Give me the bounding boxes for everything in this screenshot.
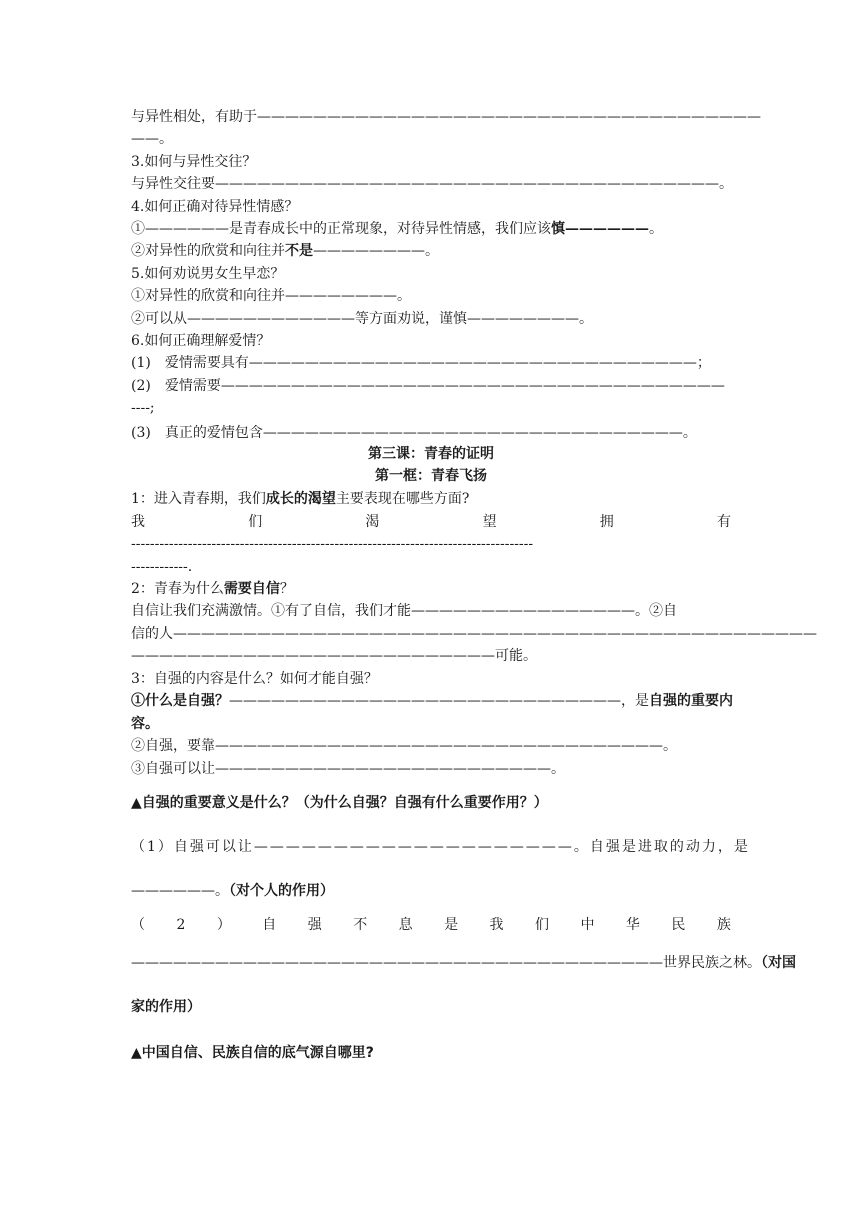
text-line: (3) 真正的爱情包含——————————————————————————————。 [131,425,697,441]
text-line [131,880,731,902]
question-heading: 3：自强的内容是什么？如何才能自强？ [131,671,378,687]
question-heading [131,578,731,600]
section-title: 第一框：青春飞扬 [375,468,487,484]
spread-line [131,511,731,533]
question-heading: 5.如何劝说男女生早恋？ [131,266,285,282]
text-line: 自信让我们充满激情。①有了自信，我们才能————————————————。②自 [131,603,677,619]
text-line [131,952,796,974]
bold-span: （对国 [761,955,796,971]
text-span: ————————————————————————————，是 [229,693,649,709]
spread-char: 息 [398,917,413,933]
text-line: ③自强可以让————————————————————————。 [131,761,565,777]
bold-span: 成长的渴望 [265,491,336,507]
spread-char: 拥 [599,514,614,530]
bold-span: 不是 [285,243,313,259]
spread-char: 自 [262,917,277,933]
text-line: （1）自强可以让————————————————————。自强是进取的动力，是 [131,839,750,855]
spread-char: 2 [176,917,186,933]
spread-char: 族 [716,917,731,933]
bold-span: 慎—————— [551,221,649,237]
text-span: ——————。 [131,883,229,899]
spread-char: 望 [482,514,497,530]
spread-char: 民 [671,917,686,933]
text-span: ——————————————————————————————————————世界民族之林。 [131,955,761,971]
bold-span: 需要自信 [223,581,280,597]
text-span: 主要表现在哪些方面? [335,491,470,507]
spread-char: （ [131,917,145,933]
text-span: 1：进入青春期，我们 [131,491,266,507]
dash-line: ------------. [131,559,193,575]
section-question: ▲中国自信、民族自信的底气源自哪里? [131,1045,374,1061]
text-line: (2) 爱情需要———————————————————————————————————— [131,378,725,394]
question-heading: 3.如何与异性交往？ [131,154,257,170]
text-line: ②可以从————————————等方面劝说，谨慎————————。 [131,311,593,327]
text-line: ----; [131,400,155,416]
lesson-title: 第三课：青春的证明 [368,446,494,462]
text-line [131,690,731,712]
spread-char: 强 [307,917,322,933]
text-line: 与异性相处，有助于———————————————————————————————————— [131,109,761,125]
text-span: ————————。 [313,243,439,259]
text-line: 与异性交往要————————————————————————————————————。 [131,176,733,192]
text-line: 容。 [131,716,159,732]
section-question: ▲自强的重要意义是什么？（为什么自强？自强有什么重要作用？） [131,795,548,811]
bold-span: ①什么是自强？ [131,693,229,709]
spread-char: 们 [248,514,263,530]
spread-char: ） [216,917,231,933]
text-line: 家的作用） [131,999,201,1015]
text-line: 信的人—————————————————————————————————————————————— [131,626,817,642]
text-span: ？ [279,581,294,597]
spread-char: 不 [353,917,368,933]
question-heading [131,488,731,510]
text-line: (1) 爱情需要具有————————————————————————————————； [131,355,711,371]
spread-line [131,914,731,936]
spread-char: 渴 [365,514,380,530]
text-line [131,240,731,262]
text-line: ②自强，要靠————————————————————————————————。 [131,738,677,754]
bold-span: 自强的重要内 [649,693,733,709]
spread-char: 是 [444,917,459,933]
spread-char: 我 [131,514,145,530]
text-span: ①——————是青春成长中的正常现象，对待异性情感，我们应该 [131,221,551,237]
text-span: 。 [649,221,663,237]
spread-char: 我 [489,917,504,933]
spread-char: 华 [625,917,640,933]
dash-line: ------------------------------------------------------------------------------------- [131,536,534,552]
text-span: ②对异性的欣赏和向往并 [131,243,285,259]
text-line: ①对异性的欣赏和向往并————————。 [131,288,411,304]
text-line: ——————————————————————————可能。 [131,648,537,664]
spread-char: 们 [535,917,549,933]
text-line: ——。 [131,131,173,147]
question-heading: 4.如何正确对待异性情感？ [131,199,299,215]
question-heading: 6.如何正确理解爱情？ [131,333,271,349]
spread-char: 有 [716,514,731,530]
text-span: 2：青春为什么 [131,581,224,597]
text-line [131,218,731,240]
spread-char: 中 [580,917,595,933]
bold-span: （对个人的作用） [229,883,334,899]
